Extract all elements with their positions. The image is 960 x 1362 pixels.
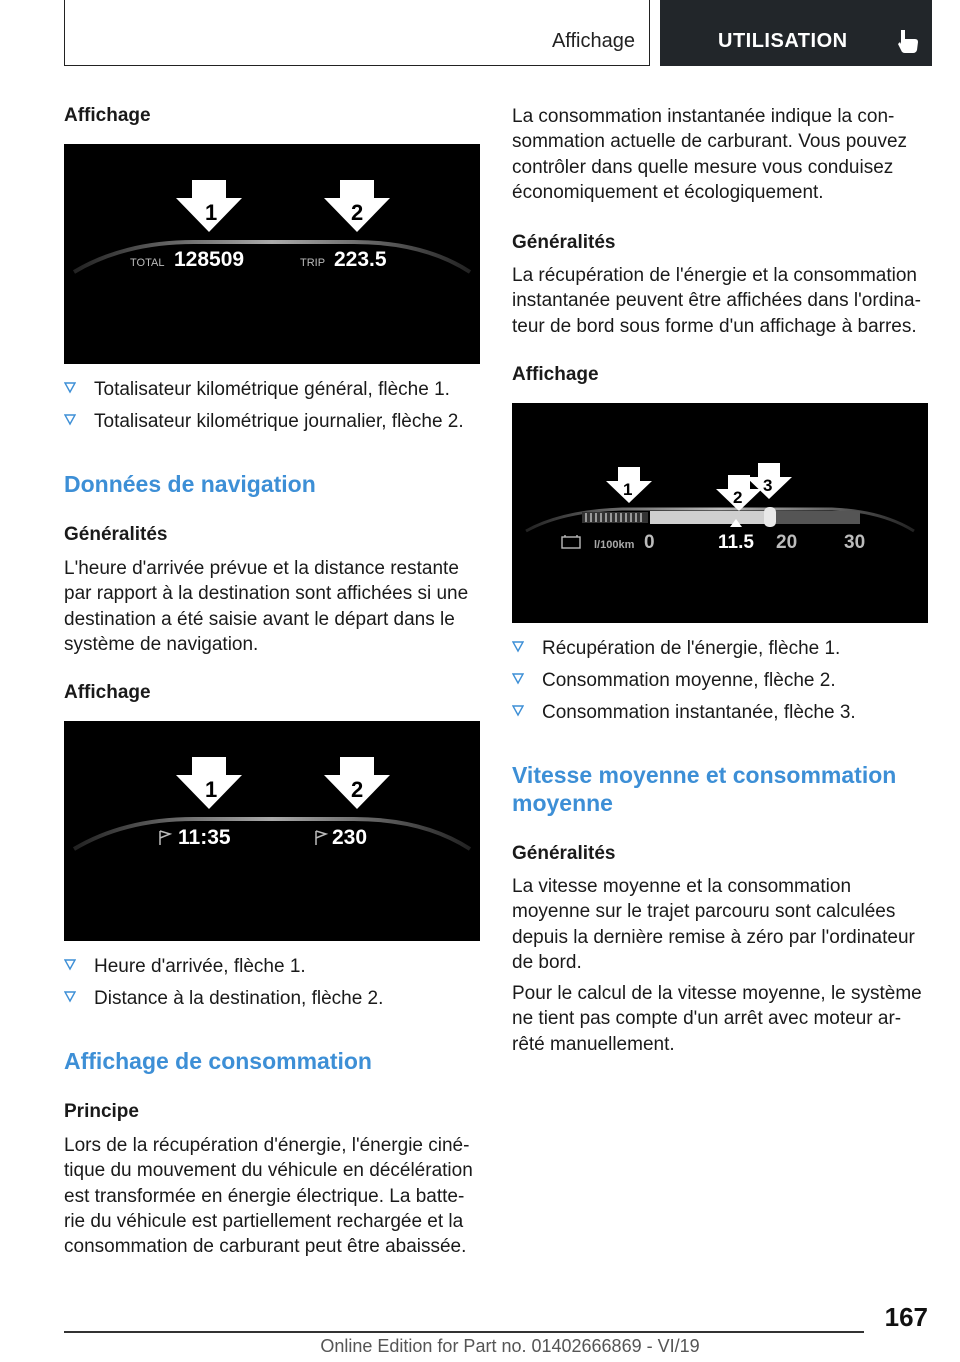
arrow-1-label: 1	[205, 777, 218, 802]
pointing-hand-icon	[896, 28, 920, 54]
paragraph-intro: La consommation instantanée indique la con- sommation actuelle de carburant. Vous pouvez contrôler dans quelle mesure vous conduisez économiquement et écologiquement.	[512, 106, 908, 203]
subheading-affichage: Affichage	[512, 364, 599, 385]
subheading-principe: Principe	[64, 1101, 139, 1122]
triangle-bullet-icon	[512, 641, 524, 653]
section-title-navigation: Données de navigation	[64, 471, 316, 497]
odo-trip-value: 223.5	[334, 248, 387, 271]
odo-trip-label: TRIP	[300, 257, 326, 269]
list-item: Totalisateur kilométrique journalier, flèche 2.	[64, 410, 464, 434]
scale-tick-0: 0	[644, 532, 655, 553]
unit-label: l/100km	[594, 539, 635, 551]
distance-value: 230	[332, 826, 368, 849]
triangle-bullet-icon	[512, 673, 524, 685]
paragraph-generalites: La récupération de l'énergie et la consommation instantanée peuvent être affichées dans l'ordina- teur de bord sous forme d'un affichage à barres.	[512, 265, 921, 337]
header-section-title: Affichage	[551, 30, 635, 52]
arrow-1-label: 1	[623, 480, 633, 499]
subheading-generalites: Généralités	[512, 843, 616, 864]
subheading-generalites: Généralités	[64, 524, 168, 545]
triangle-bullet-icon	[64, 382, 76, 394]
paragraph-average-2: Pour le calcul de la vitesse moyenne, le système ne tient pas compte d'un arrêt avec moteur ar- rêté manuellement.	[512, 983, 922, 1055]
list-item: Consommation instantanée, flèche 3.	[512, 701, 856, 725]
odo-total-label: TOTAL	[130, 257, 165, 269]
figure-odometer	[64, 144, 480, 364]
odo-total-value: 128509	[174, 248, 245, 271]
battery-icon	[562, 535, 580, 548]
triangle-bullet-icon	[512, 705, 524, 717]
header-chapter-title: UTILISATION	[718, 30, 848, 52]
scale-tick-30: 30	[844, 532, 866, 553]
footer-divider	[64, 1331, 864, 1333]
list-item: Totalisateur kilométrique général, flèche 1.	[64, 378, 450, 402]
triangle-bullet-icon	[64, 959, 76, 971]
arrival-time-value: 11:35	[178, 826, 231, 849]
list-item: Distance à la destination, flèche 2.	[64, 987, 383, 1011]
paragraph-navigation: L'heure d'arrivée prévue et la distance restante par rapport à la destination sont affichées si une destination a été saisie avant le départ dans le système de navigation.	[64, 558, 469, 655]
list-item: Consommation moyenne, flèche 2.	[512, 669, 836, 693]
average-value: 11.5	[718, 532, 754, 553]
paragraph-average-1: La vitesse moyenne et la consommation moyenne sur le trajet parcouru sont calculées depuis la dernière remise à zéro par l'ordinateur de bord.	[512, 876, 915, 973]
scale-tick-20: 20	[776, 532, 798, 553]
arrow-2-label: 2	[733, 488, 743, 507]
subheading-affichage: Affichage	[64, 682, 151, 703]
list-item: Heure d'arrivée, flèche 1.	[64, 955, 306, 979]
figure-navigation	[64, 721, 480, 941]
header-section-box	[64, 0, 650, 66]
triangle-bullet-icon	[64, 414, 76, 426]
arrow-2-label: 2	[351, 777, 364, 802]
edition-note: Online Edition for Part no. 01402666869 - VI/19	[320, 1336, 700, 1356]
triangle-bullet-icon	[64, 991, 76, 1003]
header-chapter-tab	[660, 0, 932, 66]
subheading-generalites: Généralités	[512, 232, 616, 253]
flag-icon	[160, 831, 170, 845]
section-title-consumption: Affichage de consommation	[64, 1048, 372, 1074]
arrow-1-label: 1	[205, 200, 218, 225]
paragraph-principe: Lors de la récupération d'énergie, l'énergie ciné- tique du mouvement du véhicule en décélération est transformée en énergie électrique. La batte- rie du véhicule est partiellement rechargée et la consommation de carburant peut être abaissée.	[64, 1135, 473, 1258]
arrow-2-label: 2	[351, 200, 364, 225]
section-heading-affichage: Affichage	[64, 105, 151, 126]
figure-consumption-bar	[512, 403, 928, 623]
flag-icon	[316, 831, 326, 845]
page-number: 167	[884, 1302, 928, 1332]
list-item: Récupération de l'énergie, flèche 1.	[512, 637, 840, 661]
arrow-3-label: 3	[763, 476, 773, 495]
section-title-average: Vitesse moyenne et consommation moyenne	[512, 762, 897, 816]
